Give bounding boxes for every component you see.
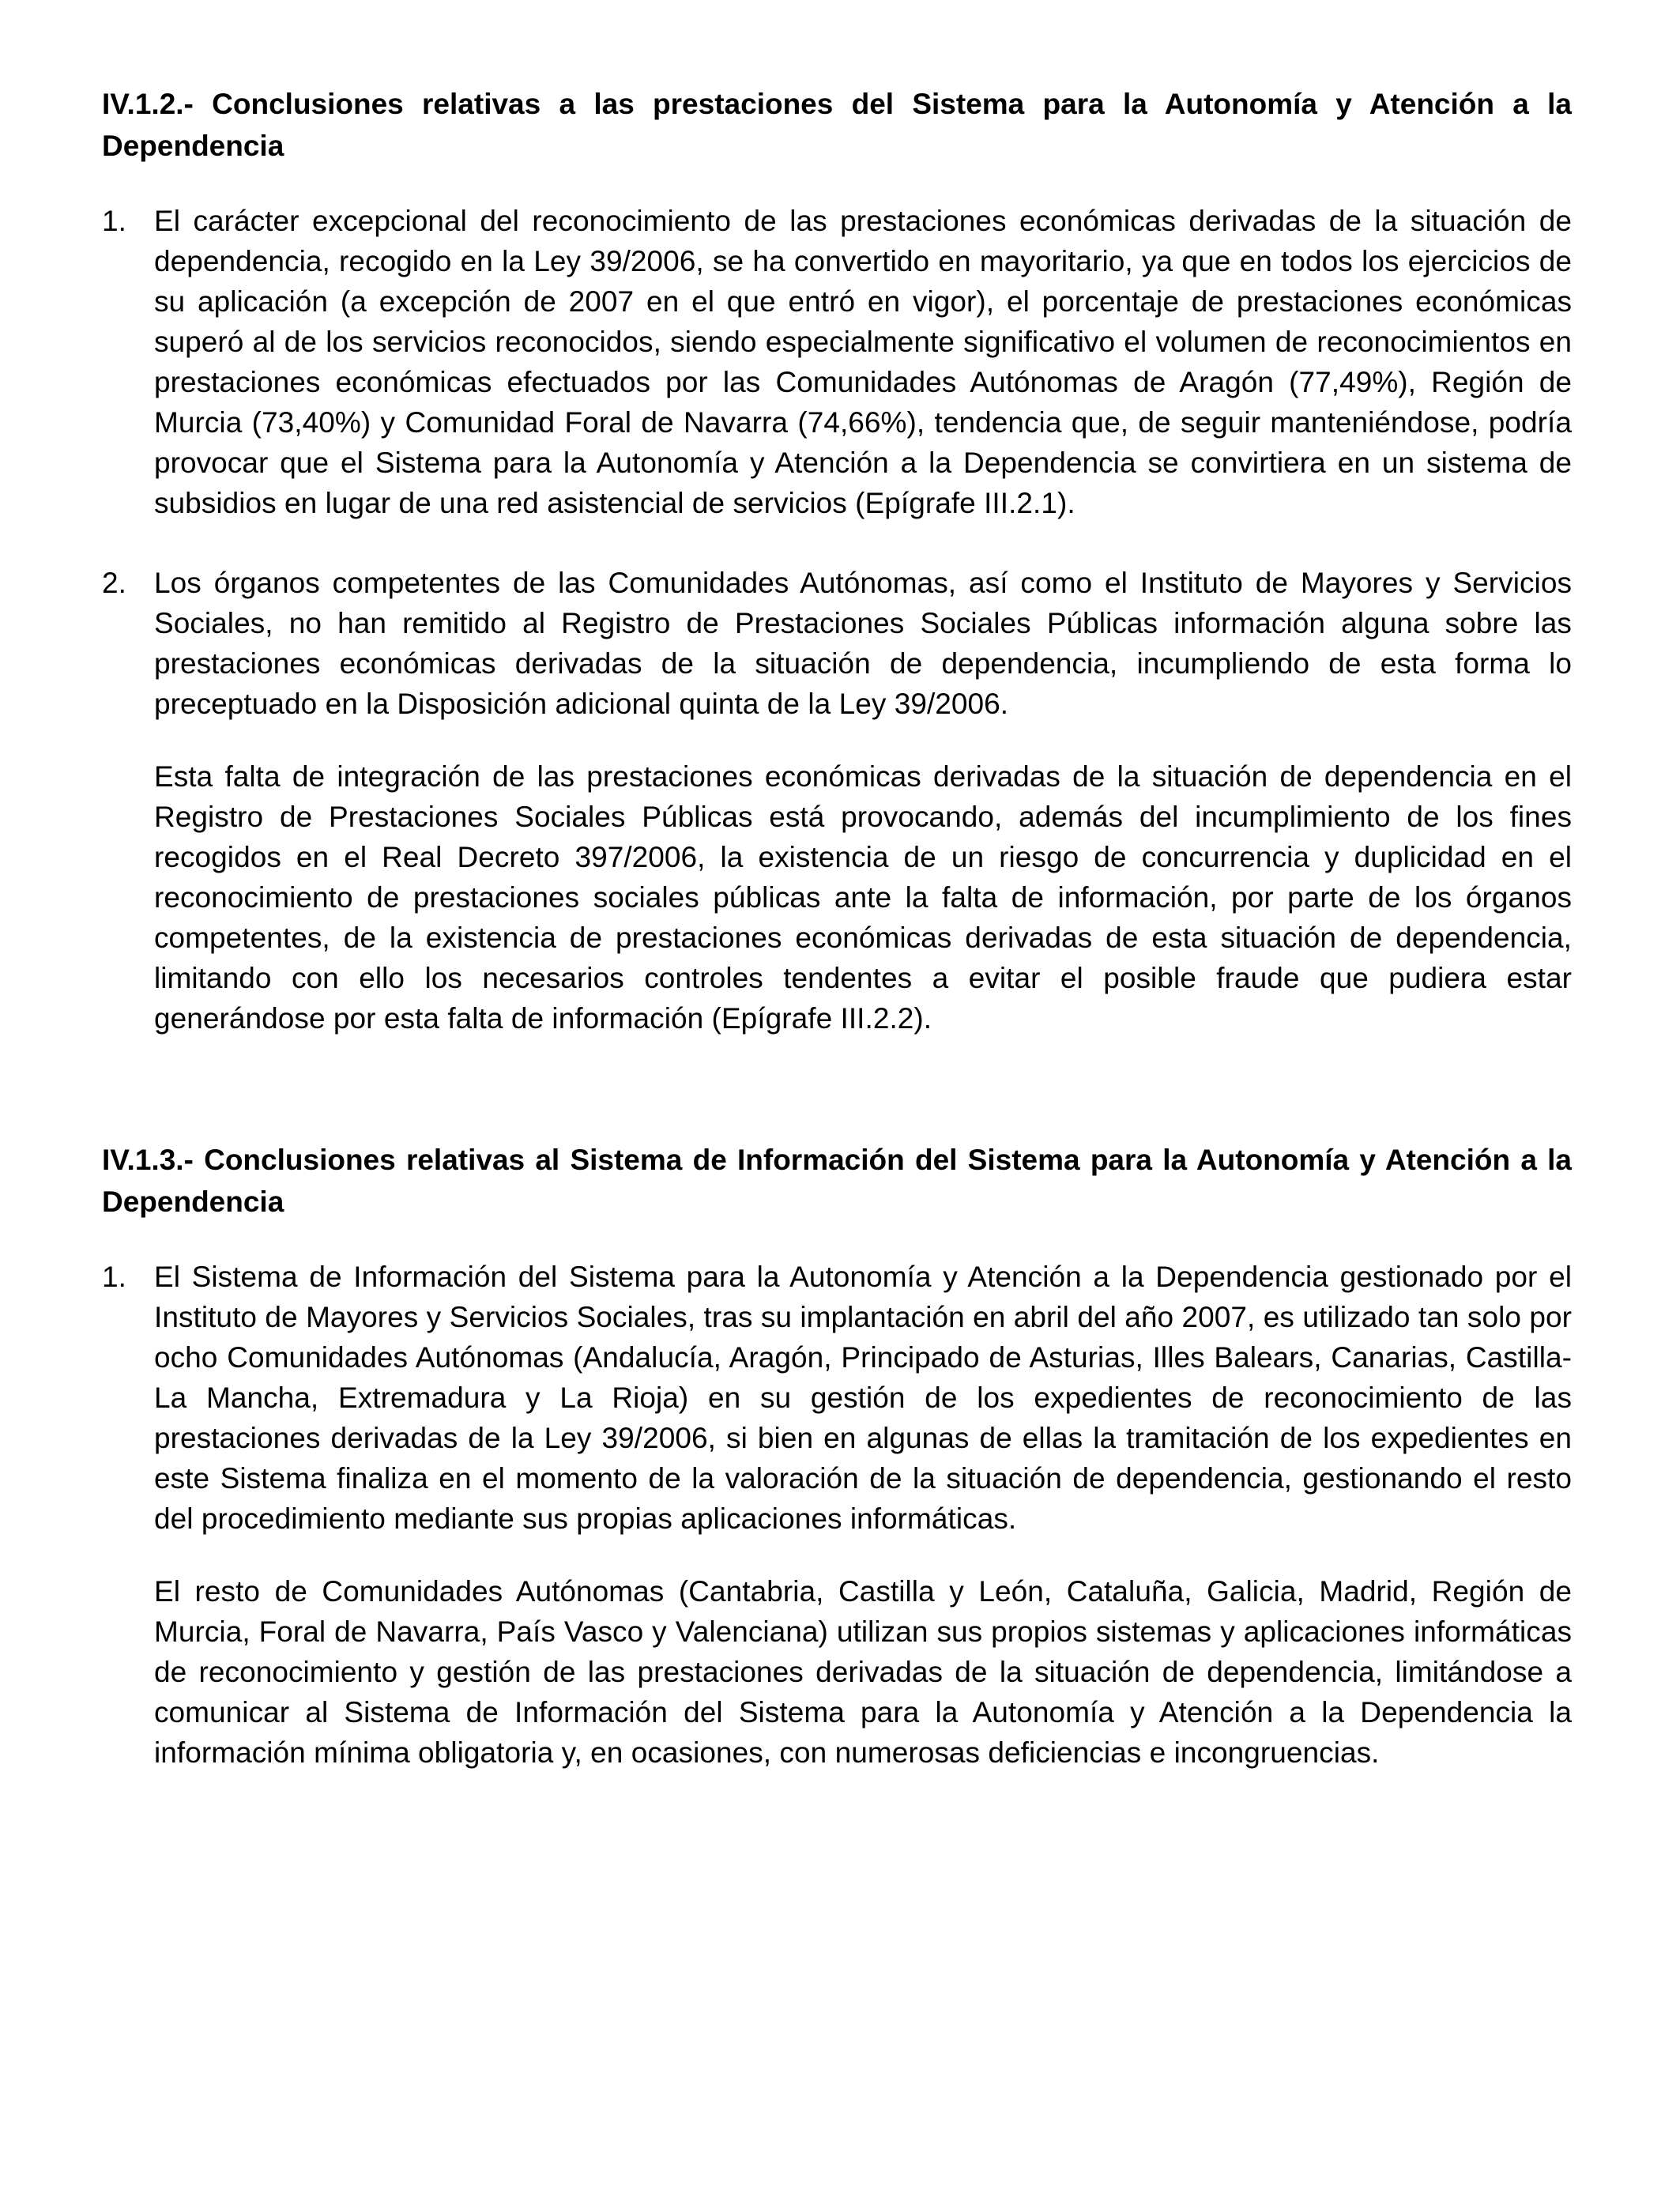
list-item-number: 1. [102, 205, 126, 237]
list-item-paragraph: Los órganos competentes de las Comunidades Autónomas, así como el Instituto de Mayores y Servicios Sociales, no han remitido al Registro de Prestaciones Sociales Públicas información alguna sobre las prestaciones económicas derivadas de la situación de dependencia, incumpliendo de esta forma lo preceptuado en la Disposición adicional quinta de la Ley 39/2006. [154, 567, 1572, 720]
list-item-number: 1. [102, 1261, 126, 1293]
list-item-paragraph: El resto de Comunidades Autónomas (Cantabria, Castilla y León, Cataluña, Galicia, Madrid, Región de Murcia, Foral de Navarra, País Vasco y Valenciana) utilizan sus propios sistemas y aplicaciones informáticas de reconocimiento y gestión de las prestaciones derivadas de la situación de dependencia, limitándose a comunicar al Sistema de Información del Sistema para la Autonomía y Atención a la Dependencia la información mínima obligatoria y, en ocasiones, con numerosas deficiencias e incongruencias. [154, 1575, 1572, 1769]
document-page [102, 83, 1572, 1773]
list-item-paragraph: Esta falta de integración de las prestaciones económicas derivadas de la situación de dependencia en el Registro de Prestaciones Sociales Públicas está provocando, además del incumplimiento de los fines recogidos en el Real Decreto 397/2006, la existencia de un riesgo de concurrencia y duplicidad en el reconocimiento de prestaciones sociales públicas ante la falta de información, por parte de los órganos competentes, de la existencia de prestaciones económicas derivadas de esta situación de dependencia, limitando con ello los necesarios controles tendentes a evitar el posible fraude que pudiera estar generándose por esta falta de información (Epígrafe III.2.2). [154, 760, 1572, 1035]
section-heading-iv-1-3: IV.1.3.- Conclusiones relativas al Sistema de Información del Sistema para la Autonomía y Atención a la Dependencia [102, 1144, 1572, 1218]
conclusions-list-iv-1-3 [102, 1257, 1572, 1773]
list-item [102, 201, 1572, 523]
list-item [102, 563, 1572, 1039]
list-item-paragraph: El carácter excepcional del reconocimiento de las prestaciones económicas derivadas de la situación de dependencia, recogido en la Ley 39/2006, se ha convertido en mayoritario, ya que en todos los ejercicios de su aplicación (a excepción de 2007 en el que entró en vigor), el porcentaje de prestaciones económicas superó al de los servicios reconocidos, siendo especialmente significativo el volumen de reconocimientos en prestaciones económicas efectuados por las Comunidades Autónomas de Aragón (77,49%), Región de Murcia (73,40%) y Comunidad Foral de Navarra (74,66%), tendencia que, de seguir manteniéndose, podría provocar que el Sistema para la Autonomía y Atención a la Dependencia se convirtiera en un sistema de subsidios en lugar de una red asistencial de servicios (Epígrafe III.2.1). [154, 205, 1572, 519]
conclusions-list-iv-1-2 [102, 201, 1572, 1039]
section-heading-iv-1-2: IV.1.2.- Conclusiones relativas a las prestaciones del Sistema para la Autonomía y Atención a la Dependencia [102, 88, 1572, 162]
list-item [102, 1257, 1572, 1773]
list-item-number: 2. [102, 567, 126, 599]
list-item-paragraph: El Sistema de Información del Sistema para la Autonomía y Atención a la Dependencia gestionado por el Instituto de Mayores y Servicios Sociales, tras su implantación en abril del año 2007, es utilizado tan solo por ocho Comunidades Autónomas (Andalucía, Aragón, Principado de Asturias, Illes Balears, Canarias, Castilla-La Mancha, Extremadura y La Rioja) en su gestión de los expedientes de reconocimiento de las prestaciones derivadas de la Ley 39/2006, si bien en algunas de ellas la tramitación de los expedientes en este Sistema finaliza en el momento de la valoración de la situación de dependencia, gestionando el resto del procedimiento mediante sus propias aplicaciones informáticas. [154, 1261, 1572, 1535]
